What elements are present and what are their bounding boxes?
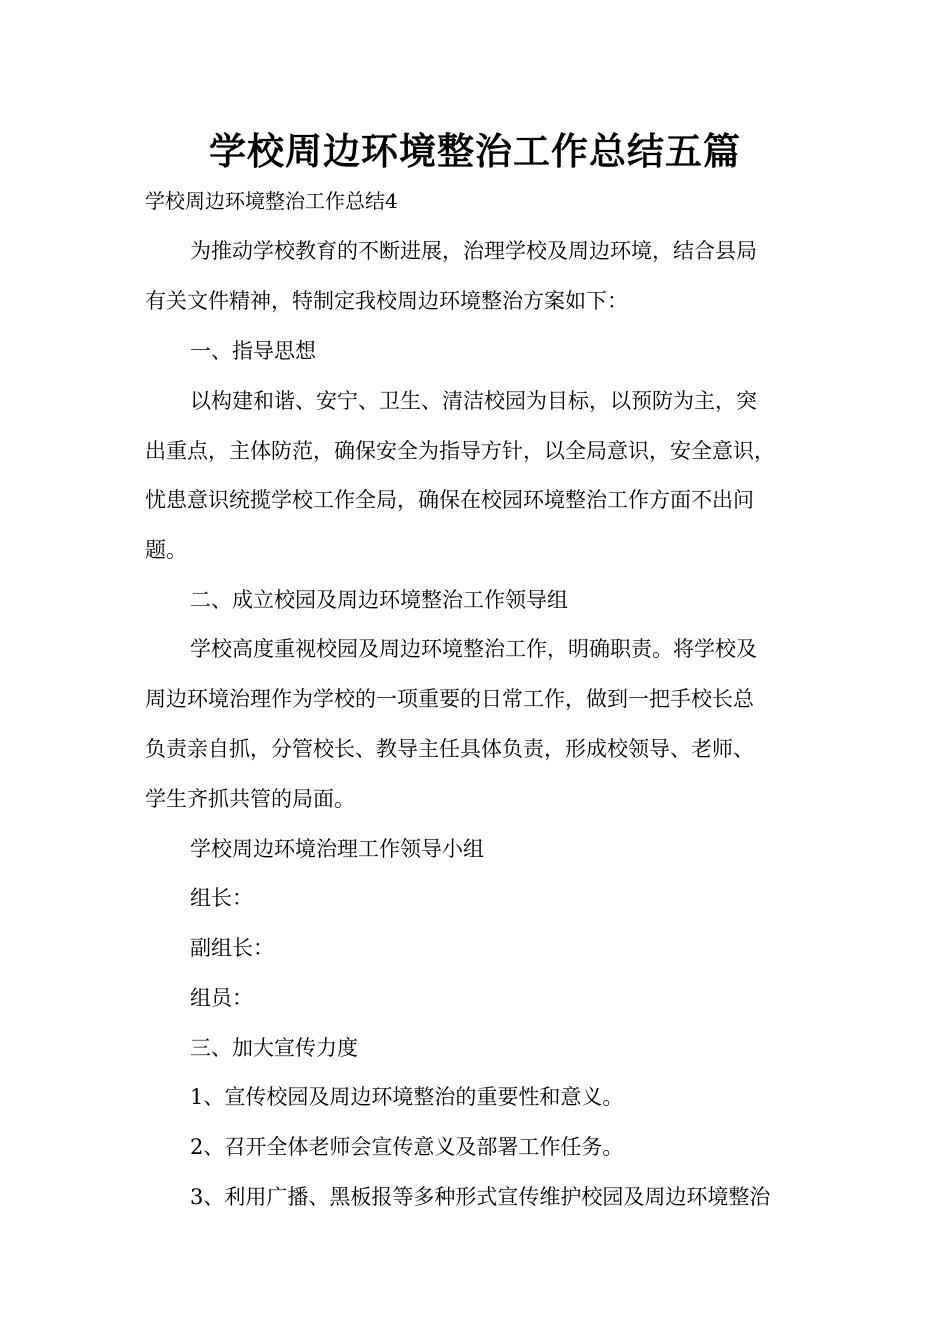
- paragraph-line: 负责亲自抓，分管校长、教导主任具体负责，形成校领导、老师、: [145, 737, 754, 761]
- paragraph-line: 忧患意识统揽学校工作全局，确保在校园环境整治工作方面不出问: [145, 488, 754, 512]
- list-item: 3、利用广播、黑板报等多种形式宣传维护校园及周边环境整治: [190, 1185, 771, 1209]
- paragraph-line: 为推动学校教育的不断进展，治理学校及周边环境，结合县局: [190, 239, 757, 263]
- paragraph-line: 出重点，主体防范，确保安全为指导方针，以全局意识，安全意识，: [145, 439, 775, 463]
- deputy-leader-label: 副组长：: [190, 936, 274, 960]
- paragraph-line: 学校高度重视校园及周边环境整治工作，明确职责。将学校及: [190, 637, 757, 661]
- paragraph-line: 有关文件精神，特制定我校周边环境整治方案如下：: [145, 289, 628, 313]
- paragraph-line: 学校周边环境治理工作领导小组: [190, 837, 484, 861]
- section-heading: 一、指导思想: [190, 339, 316, 363]
- paragraph-line: 题。: [145, 538, 187, 562]
- list-item: 2、召开全体老师会宣传意义及部署工作任务。: [190, 1135, 624, 1159]
- document-subtitle: 学校周边环境整治工作总结4: [145, 189, 398, 213]
- section-heading: 三、加大宣传力度: [190, 1036, 358, 1060]
- document-title: 学校周边环境整治工作总结五篇: [209, 130, 741, 173]
- section-heading: 二、成立校园及周边环境整治工作领导组: [190, 588, 568, 612]
- members-label: 组员：: [190, 986, 253, 1010]
- list-item: 1、宣传校园及周边环境整治的重要性和意义。: [190, 1085, 624, 1109]
- paragraph-line: 学生齐抓共管的局面。: [145, 787, 355, 811]
- paragraph-line: 以构建和谐、安宁、卫生、清洁校园为目标，以预防为主，突: [190, 389, 757, 413]
- paragraph-line: 周边环境治理作为学校的一项重要的日常工作，做到一把手校长总: [145, 687, 754, 711]
- leader-label: 组长：: [190, 886, 253, 910]
